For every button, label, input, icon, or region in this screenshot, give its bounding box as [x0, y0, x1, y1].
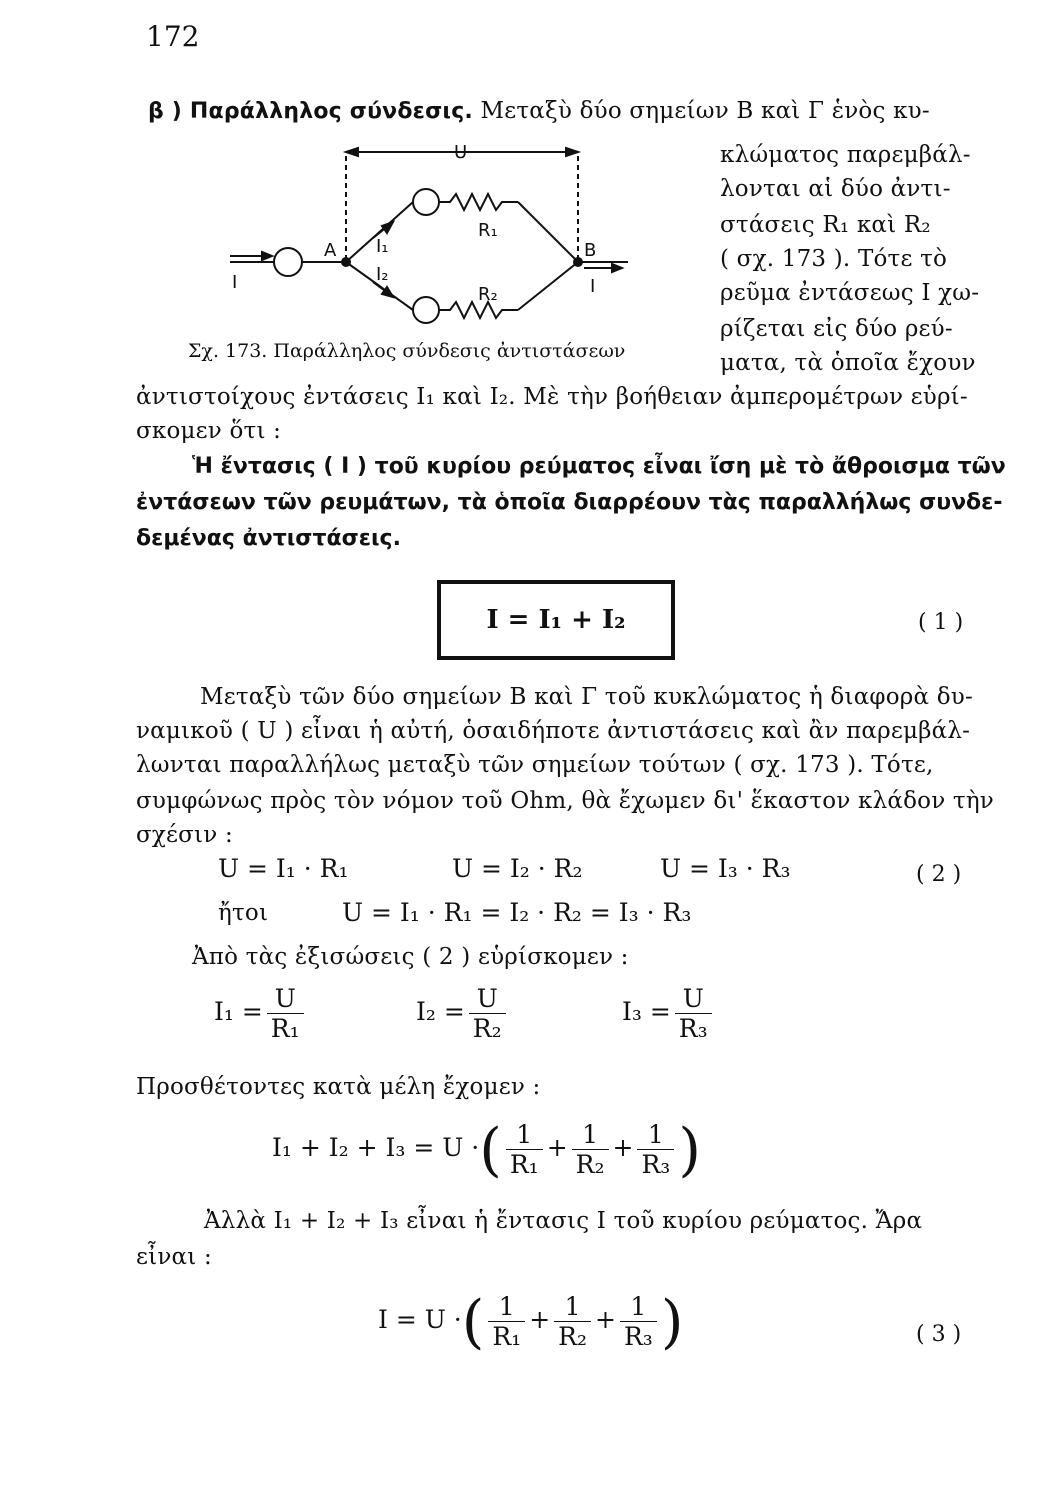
label-i-in: I — [232, 272, 238, 293]
branch-upper-right — [518, 202, 578, 262]
equation-2a: U = I₁ · R₁ — [218, 854, 349, 883]
page-number: 172 — [146, 20, 200, 53]
right-col-line: στάσεις R₁ καὶ R₂ — [720, 212, 931, 238]
label-r2: R₂ — [478, 284, 498, 305]
right-col-line: ματα, τὰ ὁποῖα ἔχουν — [720, 350, 976, 376]
paragraph-line: ναμικοῦ ( U ) εἶναι ἡ αὐτή, ὁσαιδήποτε ἀντιστάσεις καὶ ἂν παρεμβάλ- — [136, 718, 971, 744]
right-col-line: ρεῦμα ἐντάσεως Ι χω- — [720, 280, 980, 306]
right-col-line: λονται αἱ δύο ἀντι- — [720, 176, 951, 202]
ammeter-2 — [413, 297, 439, 323]
ammeter-1 — [413, 189, 439, 215]
equation-2-combined: U = I₁ · R₁ = I₂ · R₂ = I₃ · R₃ — [342, 898, 692, 927]
paragraph-line: ἀντιστοίχους ἐντάσεις Ι₁ καὶ Ι₂. Μὲ τὴν βοήθειαν ἀμπερομέτρων εὑρί- — [136, 384, 968, 410]
label-i1: I₁ — [376, 236, 389, 257]
label-a: A — [324, 240, 337, 261]
paragraph-line: Ἀλλὰ Ι₁ + Ι₂ + Ι₃ εἶναι ἡ ἔντασις Ι τοῦ κυρίου ρεύματος. Ἄρα — [204, 1208, 923, 1234]
right-col-line: ( σχ. 173 ). Τότε τὸ — [720, 246, 948, 272]
paragraph-line: σχέσιν : — [136, 822, 233, 848]
paragraph-line: εἶναι : — [136, 1244, 212, 1270]
paragraph-line: Ἀπὸ τὰς ἐξισώσεις ( 2 ) εὑρίσκομεν : — [192, 944, 629, 970]
right-col-line: κλώματος παρεμβάλ- — [720, 142, 971, 168]
equation-number-1: ( 1 ) — [918, 610, 964, 635]
label-i-out: I — [590, 276, 596, 297]
paragraph-line: λωνται παραλλήλως μεταξὺ τῶν σημείων τούτων ( σχ. 173 ). Τότε, — [136, 752, 934, 778]
paragraph-line: σκομεν ὅτι : — [136, 418, 282, 444]
paragraph-line: Μεταξὺ τῶν δύο σημείων Β καὶ Γ τοῦ κυκλώματος ἡ διαφορὰ δυ- — [200, 684, 973, 710]
section-heading-line — [148, 98, 930, 124]
equation-2c: U = I₃ · R₃ — [660, 854, 791, 883]
equation-3: I = U ·( $\frac{1}{\text{R₁}}$ + $\frac{1}{\text{R₂}}$ + $\frac{1}{\text{R₃}}$ ) — [378, 1287, 684, 1356]
paragraph-line: συμφώνως πρὸς τὸν νόμον τοῦ Ohm, θὰ ἔχωμεν δι' ἕκαστον κλάδον τὴν — [136, 788, 994, 814]
sum-equation: I₁ + I₂ + I₃ = U ·( $\frac{1}{\text{R₁}}$ + $\frac{1}{\text{R₂}}$ + $\frac{1}{\text{R₃}}$ ) — [272, 1115, 701, 1184]
figure-caption: Σχ. 173. Παράλληλος σύνδεσις ἀντιστάσεων — [188, 340, 626, 362]
fraction-i1: I₁ = $\frac{U}{\text{R₁}}$ — [214, 984, 308, 1043]
rule-line: ἐντάσεων τῶν ρευμάτων, τὰ ὁποῖα διαρρέουν τὰς παραλλήλως συνδε- — [136, 490, 1003, 515]
resistor-r1 — [439, 194, 518, 210]
equation-number-2: ( 2 ) — [916, 862, 962, 887]
fraction-i3: I₃ = $\frac{U}{\text{R₃}}$ — [622, 984, 716, 1043]
heading-rest: Μεταξὺ δύο σημείων Β καὶ Γ ἑνὸς κυ- — [473, 98, 930, 124]
rule-line: δεμένας ἀντιστάσεις. — [136, 526, 401, 551]
right-col-line: ρίζεται εἰς δύο ρεύ- — [720, 316, 953, 342]
rule-line: Ἡ ἔντασις ( Ι ) τοῦ κυρίου ρεύματος εἶναι ἴση μὲ τὸ ἄθροισμα τῶν — [192, 454, 1006, 479]
label-u: U — [454, 142, 468, 163]
equation-box-1 — [437, 580, 675, 660]
branch-lower-right — [518, 262, 578, 310]
equation-number-3: ( 3 ) — [916, 1322, 962, 1347]
section-heading: β ) Παράλληλος σύνδεσις. — [148, 99, 473, 124]
equation-2b: U = I₂ · R₂ — [452, 854, 583, 883]
parallel-circuit-diagram — [228, 140, 628, 340]
equation-1: I = I₁ + I₂ — [486, 605, 626, 635]
fraction-i2: I₂ = $\frac{U}{\text{R₂}}$ — [416, 984, 510, 1043]
ammeter-main — [274, 248, 302, 276]
label-b: B — [584, 240, 597, 261]
eq2b-label: ἤτοι — [218, 900, 269, 926]
label-r1: R₁ — [478, 220, 498, 241]
paragraph-line: Προσθέτοντες κατὰ μέλη ἔχομεν : — [136, 1074, 541, 1100]
label-i2: I₂ — [376, 264, 389, 285]
